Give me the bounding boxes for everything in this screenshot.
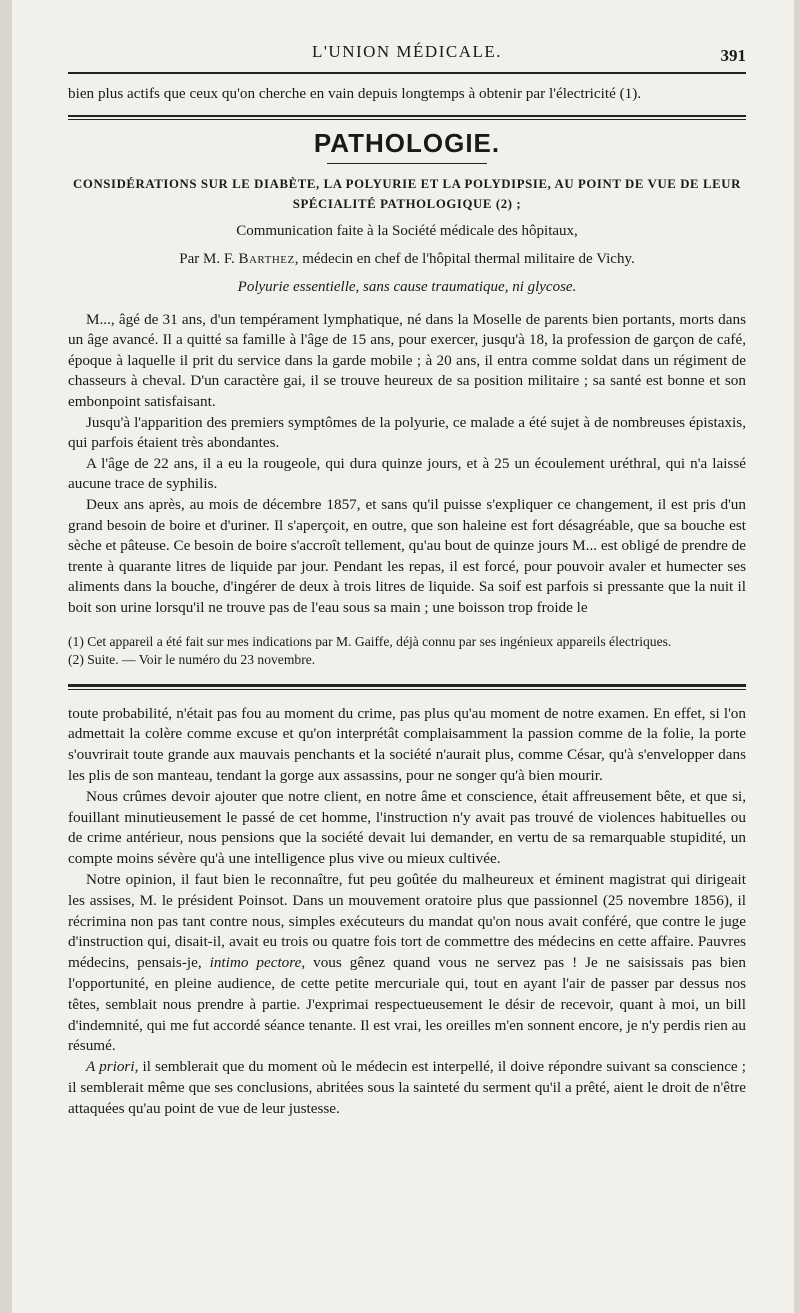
article-paragraph: A l'âge de 22 ans, il a eu la rougeole, qui dura quinze jours, et à 25 un écoulement uréthral, qui n'a laissé aucune trace de syphilis.: [68, 454, 746, 493]
header-rule: [68, 72, 746, 74]
feuilleton-paragraph: Nous crûmes devoir ajouter que notre client, en notre âme et conscience, était affreusement bête, et que si, fouillant minutieusement le passé de cet homme, l'instruction n'y avait pas trouvé de violences habituelles ou de crime antérieur, nous pensions que la société devait lui demander, en vertu de sa remarquable stupidité, un compte moins sévère qu'à une intelligence plus vive ou mieux cultivée.: [68, 787, 746, 868]
journal-page: [12, 0, 794, 1313]
page-number: 391: [720, 46, 746, 65]
article-subtitle: Polyurie essentielle, sans cause traumatique, ni glycose.: [237, 278, 577, 295]
running-title: L'UNION MÉDICALE.: [311, 42, 503, 61]
author-suffix: , médecin en chef de l'hôpital thermal militaire de Vichy.: [294, 250, 635, 267]
running-head: [68, 0, 746, 72]
feuilleton-paragraph: [68, 870, 746, 1057]
communication-line: Communication faite à la Société médicale des hôpitaux,: [236, 222, 578, 239]
feuilleton-rule-thin: [68, 689, 746, 690]
article-paragraph: Jusqu'à l'apparition des premiers symptômes de la polyurie, ce malade a été sujet à de nombreuses épistaxis, qui parfois étaient très abondantes.: [68, 413, 746, 452]
feuilleton-paragraph: [68, 1057, 746, 1119]
footnote: (1) Cet appareil a été fait sur mes indications par M. Gaiffe, déjà connu par ses ingénieux appareils électriques.: [68, 633, 672, 649]
feuilleton-italic: intimo pectore: [209, 954, 302, 972]
section-separator: [68, 115, 746, 120]
section-title: PATHOLOGIE.: [313, 127, 501, 158]
feuilleton-text: , vous gênez quand vous ne servez pas ! Je ne saisissais pas bien l'opportunité, en pleine audience, de cette petite mercuriale qui, tout en ayant l'air de passer par dessus nos têtes, semblait nous prendre à partie. J'exprimai respectueusement le désir de recevoir, quant à moi, un bill d'indemnité, qui me fut accordé séance tenante. Il est vrai, les oreilles m'en sonnent encore, je n'y perdis rien au résumé.: [68, 954, 747, 1055]
author-line: [68, 248, 746, 270]
article-paragraph: Deux ans après, au mois de décembre 1857, et sans qu'il puisse s'expliquer ce changement, il est pris d'un grand besoin de boire et d'uriner. Il s'aperçoit, en outre, que son haleine est fort désagréable, que sa bouche est sèche et pâteuse. Ce besoin de boire s'accroît tellement, qu'au bout de quinze jours M... est obligé de prendre de trente à quarante litres de liquide par jour. Pendant les repas, il est forcé, pour pouvoir avaler et humecter ses aliments dans la bouche, d'ingérer de deux à trois litres de liquide. Sa soif est parfois si pressante que la nuit il boit son urine lorsqu'il ne trouve pas de l'eau sous sa main ; une boisson trop froide le: [68, 495, 746, 616]
feuilleton-paragraph: toute probabilité, n'était pas fou au moment du crime, pas plus qu'au moment de notre examen. En effet, si l'on admettait la colère comme excuse et qu'on interprétât complaisamment la passion comme de la folie, la porte s'ouvrirait toute grande aux mauvais penchants et la société n'aurait plus, comme César, qu'à s'envelopper dans les plis de son manteau, tendant la gorge aux assassins, pour ne songer qu'à bien mourir.: [68, 704, 746, 785]
section-title-underline: [327, 163, 487, 164]
article-paragraph: M..., âgé de 31 ans, d'un tempérament lymphatique, né dans la Moselle de parents bien portants, morts dans un âge avancé. Il a quitté sa famille à l'âge de 15 ans, pour exercer, jusqu'à 18, la profession de garçon de café, époque à laquelle il prit du service dans la garde mobile ; à 20 ans, il entra comme soldat dans un régiment de chasseurs à cheval. D'un caractère gai, il se trouve heureux de sa position militaire ; sa santé est bonne et son embonpoint satisfaisant.: [68, 310, 746, 410]
footnote: (2) Suite. — Voir le numéro du 23 novembre.: [68, 652, 316, 668]
author-name: Barthez: [238, 250, 295, 267]
author-prefix: Par M. F.: [179, 250, 235, 267]
feuilleton-text: , il semblerait que du moment où le médecin est interpellé, il doive répondre suivant sa conscience ; il semblerait même que ses conclusions, abritées sous la sainteté du serment qu'il a prêté, aient le droit de n'être attaquées qu'au point de vue de leur justesse.: [68, 1058, 747, 1117]
feuilleton: [68, 704, 746, 1120]
article-title: CONSIDÉRATIONS SUR LE DIABÈTE, LA POLYURIE ET LA POLYDIPSIE, AU POINT DE VUE DE LEUR SPÉCIALITÉ PATHOLOGIQUE (2) ;: [73, 176, 741, 211]
footnotes: [68, 633, 746, 670]
feuilleton-rule-thick: [68, 684, 746, 687]
feuilleton-text: Notre opinion, il faut bien le reconnaître, fut peu goûtée du malheureux et éminent magistrat qui dirigeait les assises, M. le président Poinsot. Dans un mouvement oratoire plus que passionnel (25 novembre 1856), il récrimina non pas tant contre nous, simples exécuteurs du mandat qu'on nous avait conféré, que contre le juge d'instruction qui, disait-il, avait eu trois ou quatre fois tort de commettre des médecins en cette affaire. Pauvres médecins, pensais-je,: [68, 871, 746, 972]
intro-paragraph: bien plus actifs que ceux qu'on cherche en vain depuis longtemps à obtenir par l'électricité (1).: [68, 85, 642, 102]
feuilleton-italic: A priori: [86, 1058, 135, 1076]
